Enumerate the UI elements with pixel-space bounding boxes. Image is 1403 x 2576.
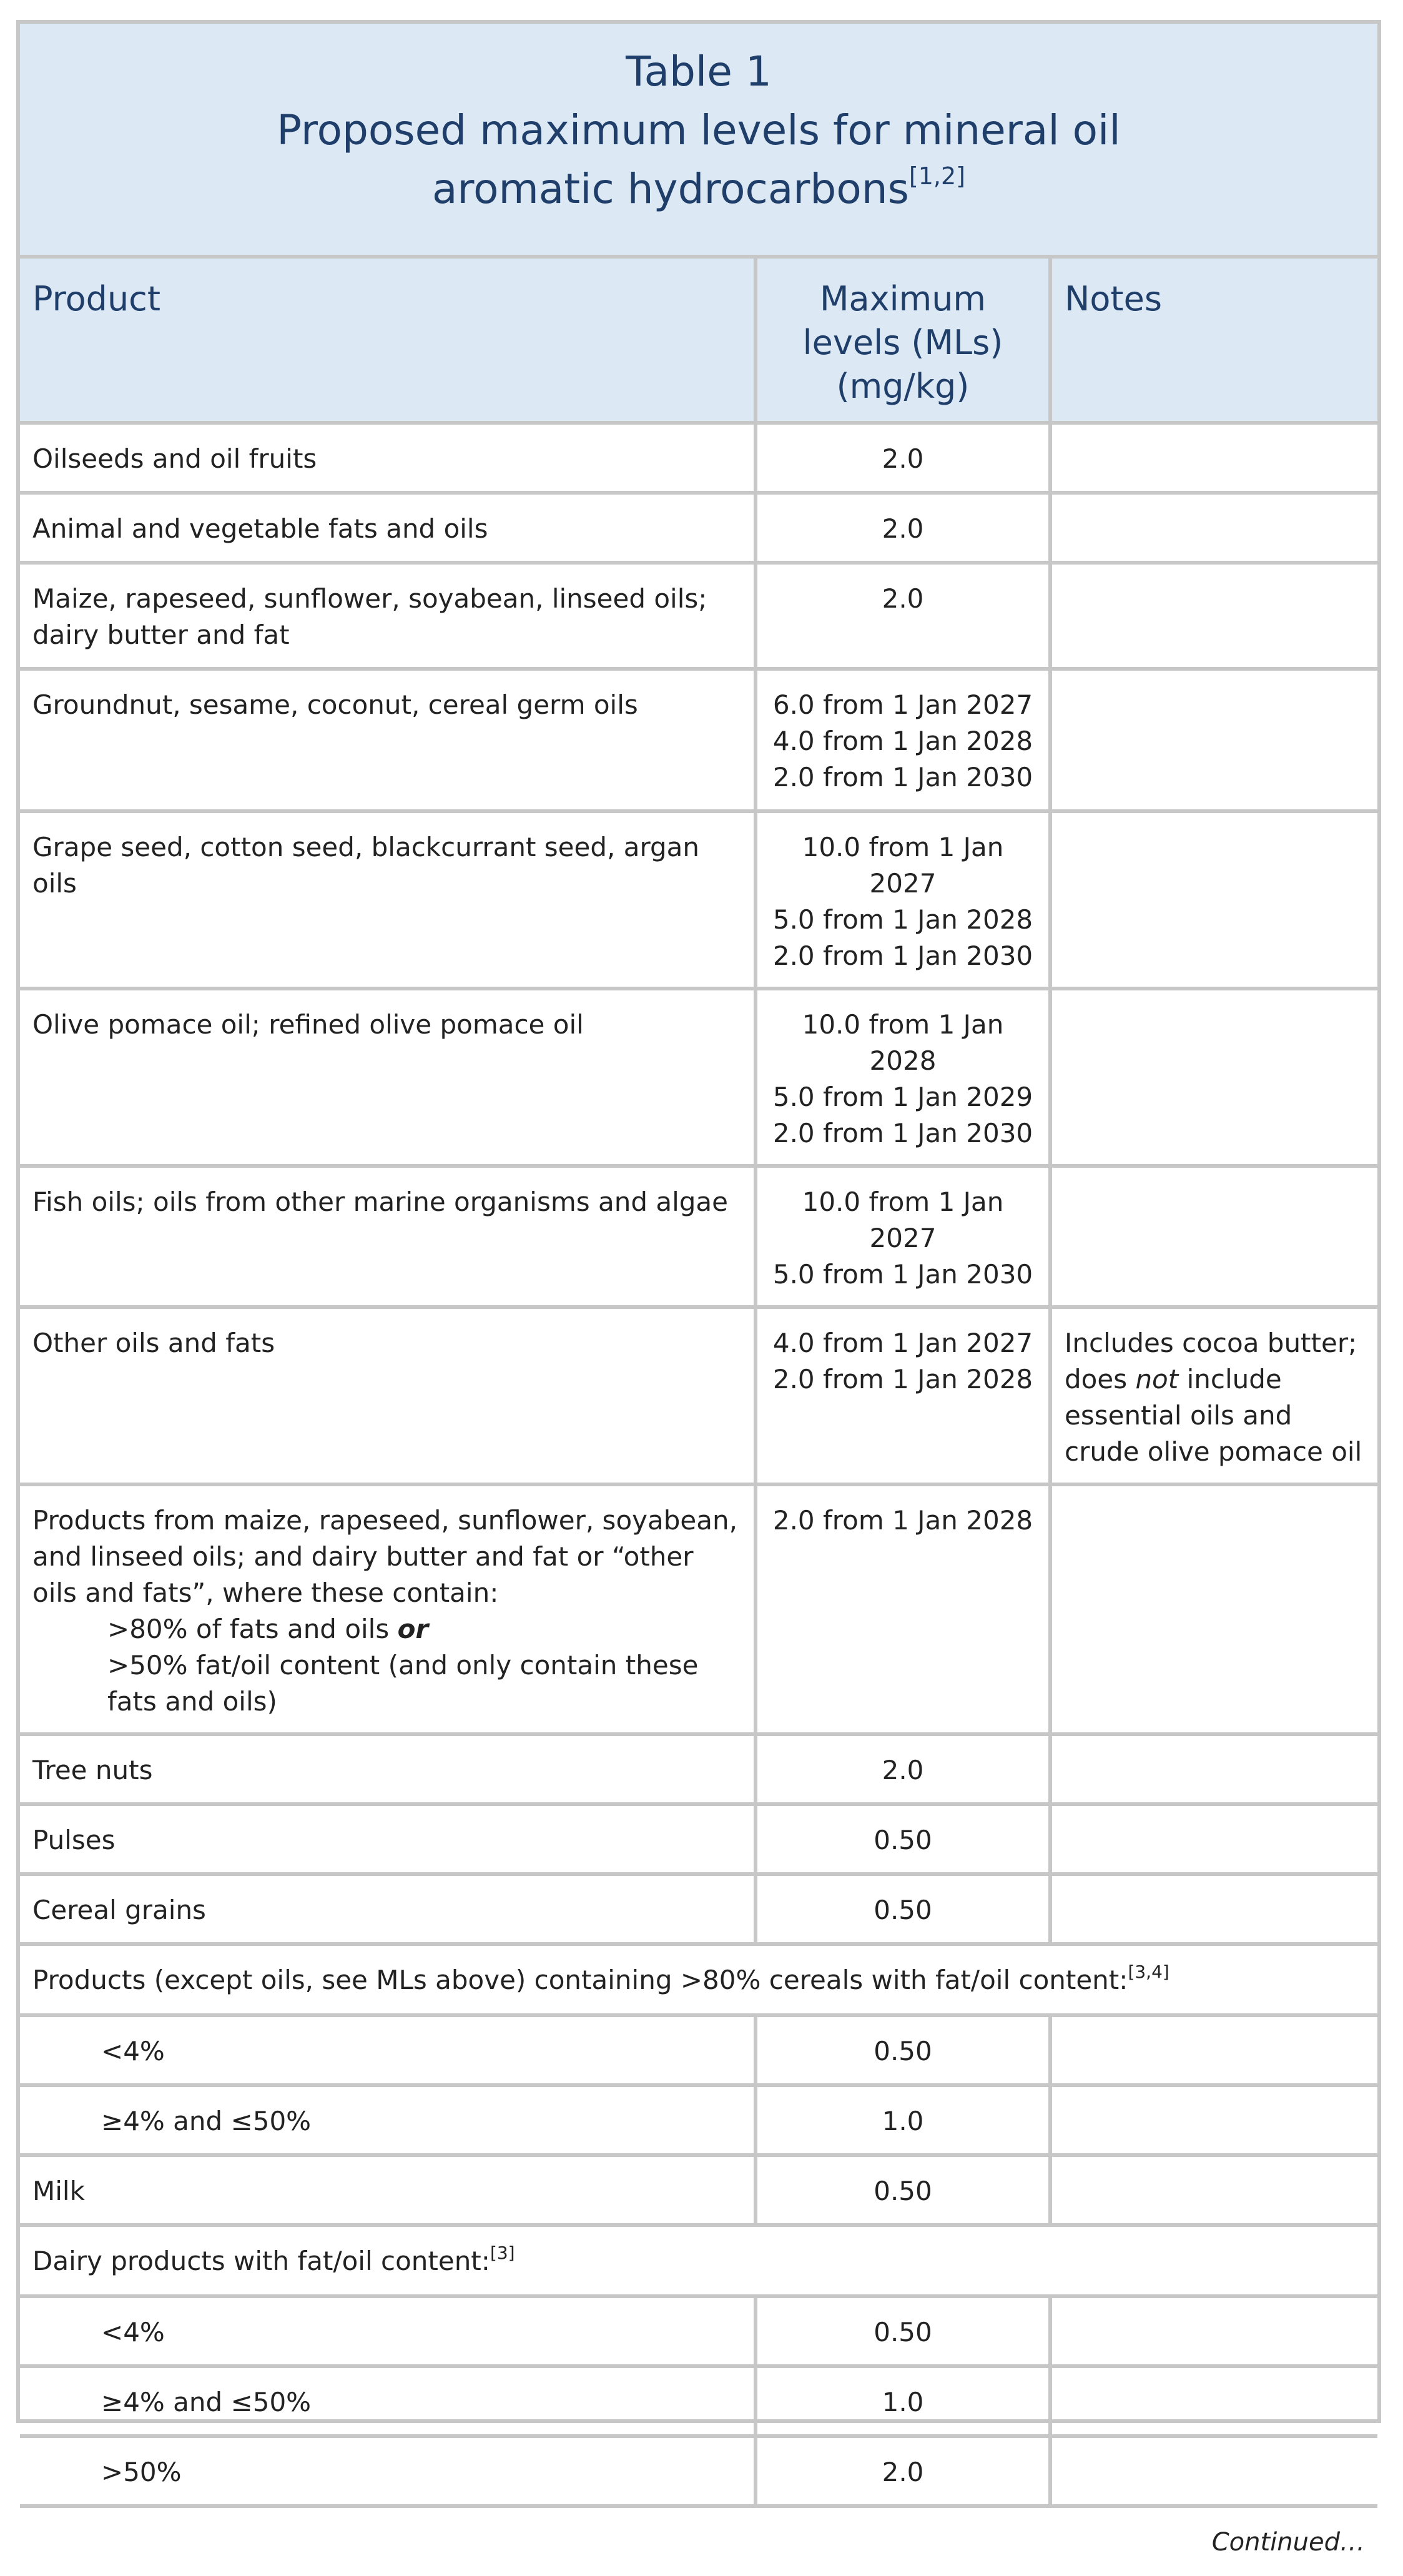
section-heading-row <box>20 1944 1377 2015</box>
product-cell: ≥4% and ≤50% <box>20 2085 756 2155</box>
ml-cell <box>756 989 1050 1166</box>
section-heading: Dairy products with fat/oil content:[3] <box>20 2225 1377 2296</box>
ml-cell: 1.0 <box>756 2085 1050 2155</box>
table-row <box>20 2015 1377 2085</box>
notes-cell <box>1050 1734 1377 1804</box>
product-cell: Other oils and fats <box>20 1307 756 1484</box>
notes-cell <box>1050 669 1377 811</box>
ml-cell: 0.50 <box>756 1874 1050 1944</box>
ml-cell: 0.50 <box>756 2296 1050 2366</box>
table-row <box>20 811 1377 989</box>
table-row <box>20 989 1377 1166</box>
table-title-line-1: Proposed maximum levels for mineral oil <box>277 106 1121 154</box>
header-notes: Notes <box>1050 257 1377 423</box>
ml-cell: 0.50 <box>756 2015 1050 2085</box>
section-heading: Products (except oils, see MLs above) containing >80% cereals with fat/oil content:[3,4] <box>20 1944 1377 2015</box>
header-product: Product <box>20 257 756 423</box>
ml-cell: 2.0 <box>756 1734 1050 1804</box>
notes-cell: Includes cocoa butter; does not include essential oils and crude olive pomace oil <box>1050 1307 1377 1484</box>
section-reference: [3] <box>490 2243 515 2263</box>
ml-cell: 2.0 from 1 Jan 2028 <box>756 1484 1050 1734</box>
table-title-line-2: aromatic hydrocarbons[1,2] <box>431 162 966 213</box>
product-cell: Milk <box>20 2155 756 2225</box>
notes-cell <box>1050 423 1377 493</box>
notes-cell <box>1050 989 1377 1166</box>
notes-cell <box>1050 2436 1377 2506</box>
table-number: Table 1 <box>626 47 772 96</box>
title-reference: [1,2] <box>908 162 966 190</box>
ml-value: 10.0 from 1 Jan 2028 <box>802 1009 1004 1076</box>
ml-value: 5.0 from 1 Jan 2030 <box>772 1259 1033 1290</box>
table-row <box>20 1484 1377 1734</box>
product-cell: Fish oils; oils from other marine organisms and algae <box>20 1166 756 1307</box>
table-title <box>20 24 1377 259</box>
ml-value: 2.0 from 1 Jan 2030 <box>772 1118 1033 1148</box>
header-ml: Maximum levels (MLs) (mg/kg) <box>756 257 1050 423</box>
table-row <box>20 2436 1377 2506</box>
table-row <box>20 2296 1377 2366</box>
ml-value: 4.0 from 1 Jan 2027 <box>772 1328 1033 1358</box>
product-cell: Maize, rapeseed, sunflower, soyabean, linseed oils; dairy butter and fat <box>20 563 756 669</box>
table-row <box>20 669 1377 811</box>
notes-cell <box>1050 2296 1377 2366</box>
header-row <box>20 257 1377 423</box>
product-cell <box>20 1484 756 1734</box>
continued-label: Continued… <box>20 2506 1377 2576</box>
ml-value: 2.0 from 1 Jan 2028 <box>772 1364 1033 1394</box>
product-sub-item: >80% of fats and oils or <box>107 1614 429 1644</box>
table-frame <box>16 20 1381 2557</box>
ml-cell <box>756 811 1050 989</box>
table-row <box>20 2085 1377 2155</box>
table-row <box>20 423 1377 493</box>
notes-cell <box>1050 2155 1377 2225</box>
ml-cell: 2.0 <box>756 423 1050 493</box>
product-cell: Olive pomace oil; refined olive pomace oil <box>20 989 756 1166</box>
ml-cell: 2.0 <box>756 2436 1050 2506</box>
table-row <box>20 2366 1377 2436</box>
ml-cell: 0.50 <box>756 2155 1050 2225</box>
table-row <box>20 1307 1377 1484</box>
notes-cell <box>1050 563 1377 669</box>
ml-cell: 2.0 <box>756 493 1050 563</box>
product-cell: Grape seed, cotton seed, blackcurrant seed, argan oils <box>20 811 756 989</box>
continued-row <box>20 2506 1377 2576</box>
notes-cell <box>1050 1166 1377 1307</box>
ml-cell <box>756 669 1050 811</box>
section-heading-row <box>20 2225 1377 2296</box>
ml-cell <box>756 1166 1050 1307</box>
product-cell: Pulses <box>20 1804 756 1874</box>
notes-cell <box>1050 811 1377 989</box>
product-cell: ≥4% and ≤50% <box>20 2366 756 2436</box>
notes-cell <box>1050 2366 1377 2436</box>
table-row <box>20 1874 1377 1944</box>
product-sub-item: >50% fat/oil content (and only contain these fats and oils) <box>107 1650 699 1717</box>
ml-cell: 2.0 <box>756 563 1050 669</box>
table-row <box>20 1734 1377 1804</box>
ml-value: 2.0 from 1 Jan 2030 <box>772 762 1033 792</box>
notes-cell <box>1050 1804 1377 1874</box>
ml-value: 5.0 from 1 Jan 2029 <box>772 1082 1033 1112</box>
product-cell: Oilseeds and oil fruits <box>20 423 756 493</box>
notes-cell <box>1050 493 1377 563</box>
product-cell: Cereal grains <box>20 1874 756 1944</box>
ml-value: 10.0 from 1 Jan 2027 <box>802 832 1004 899</box>
table-row <box>20 493 1377 563</box>
notes-cell <box>1050 1484 1377 1734</box>
table-row <box>20 2155 1377 2225</box>
product-cell: Tree nuts <box>20 1734 756 1804</box>
product-cell: Animal and vegetable fats and oils <box>20 493 756 563</box>
product-text: Products from maize, rapeseed, sunflower, soyabean, and linseed oils; and dairy butter and fat or “other oils and fats”, where these contain: <box>32 1505 737 1608</box>
ml-value: 10.0 from 1 Jan 2027 <box>802 1187 1004 1253</box>
table-row <box>20 1804 1377 1874</box>
table-row <box>20 1166 1377 1307</box>
ml-table <box>20 255 1377 2576</box>
ml-value: 4.0 from 1 Jan 2028 <box>772 726 1033 756</box>
ml-cell: 1.0 <box>756 2366 1050 2436</box>
product-cell: <4% <box>20 2296 756 2366</box>
notes-cell <box>1050 2015 1377 2085</box>
notes-cell <box>1050 1874 1377 1944</box>
section-reference: [3,4] <box>1128 1962 1169 1982</box>
ml-cell: 0.50 <box>756 1804 1050 1874</box>
table-row <box>20 563 1377 669</box>
ml-value: 2.0 from 1 Jan 2030 <box>772 940 1033 971</box>
notes-cell <box>1050 2085 1377 2155</box>
product-cell: >50% <box>20 2436 756 2506</box>
ml-cell <box>756 1307 1050 1484</box>
ml-value: 6.0 from 1 Jan 2027 <box>772 689 1033 720</box>
product-cell: <4% <box>20 2015 756 2085</box>
ml-value: 5.0 from 1 Jan 2028 <box>772 904 1033 935</box>
product-cell: Groundnut, sesame, coconut, cereal germ oils <box>20 669 756 811</box>
